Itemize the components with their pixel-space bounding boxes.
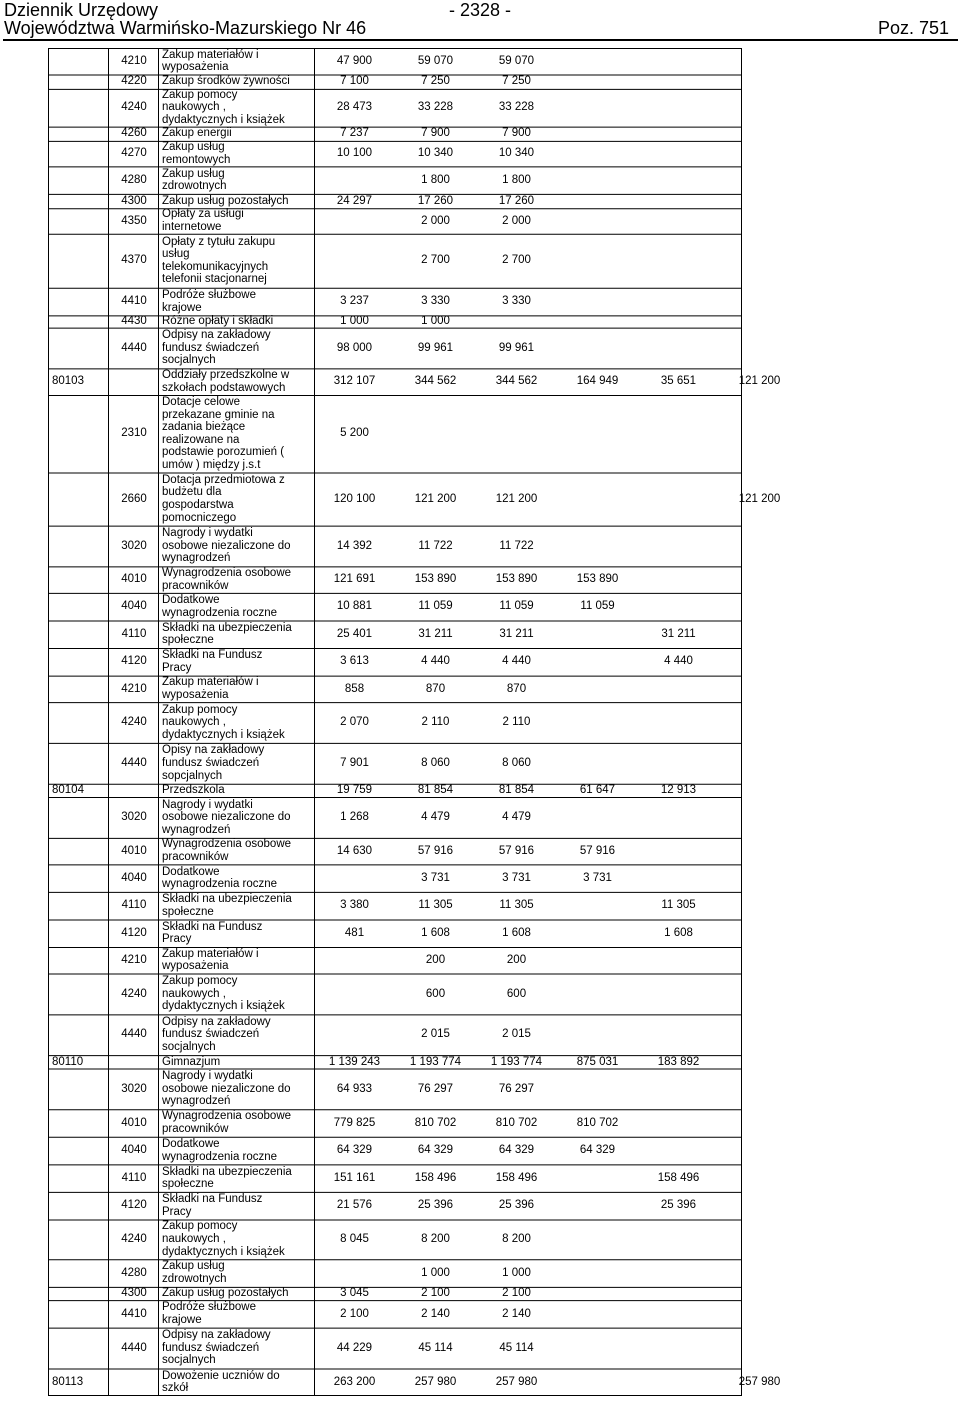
paragraf-cell: 4040	[121, 600, 147, 613]
amount-cell: 779 825	[333, 1116, 376, 1129]
amount-cell: 3 330	[502, 295, 531, 308]
amount-cell: 14 392	[336, 539, 373, 552]
amount-cell: 25 396	[417, 1199, 454, 1212]
paragraf-cell: 4210	[121, 54, 147, 67]
amount-cell: 57 916	[579, 844, 616, 857]
amount-cell: 257 980	[495, 1375, 538, 1388]
amount-cell: 121 691	[333, 573, 376, 586]
description-cell: Składki na ubezpieczenia społeczne	[162, 621, 292, 647]
amount-cell: 98 000	[336, 341, 373, 354]
description-cell: Zakup pomocy naukowych , dydaktycznych i książek	[162, 975, 285, 1013]
description-cell: Opisy na zakładowy fundusz świadczeń sopcjalnych	[162, 744, 265, 782]
description-cell: Opłaty z tytułu zakupu usług telekomunikacyjnych telefonii stacjonarnej	[162, 235, 276, 286]
position-number: Poz. 751	[878, 18, 950, 38]
amount-cell: 2 110	[502, 716, 531, 729]
paragraf-cell: 4040	[121, 871, 147, 884]
amount-cell: 19 759	[336, 784, 373, 797]
amount-cell: 7 237	[340, 127, 369, 140]
paragraf-cell: 2310	[121, 427, 147, 440]
amount-cell: 7 100	[340, 75, 369, 88]
amount-cell: 25 396	[498, 1199, 535, 1212]
paragraf-cell: 4350	[121, 214, 147, 227]
amount-cell: 4 440	[502, 655, 531, 668]
amount-cell: 2 015	[502, 1028, 531, 1041]
paragraf-cell: 4410	[121, 295, 147, 308]
amount-cell: 81 854	[417, 784, 454, 797]
amount-cell: 1 139 243	[328, 1055, 381, 1068]
description-cell: Zakup usług zdrowotnych	[162, 167, 227, 193]
description-cell: Składki na Fundusz Pracy	[162, 1193, 263, 1218]
paragraf-cell: 4270	[121, 147, 147, 160]
amount-cell: 263 200	[333, 1375, 376, 1388]
description-cell: Zakup usług pozostałych	[162, 1287, 289, 1300]
paragraf-cell: 4210	[121, 682, 147, 695]
amount-cell: 121 200	[738, 375, 781, 388]
description-cell: Zakup materiałów i wyposażenia	[162, 48, 259, 74]
amount-cell: 11 722	[499, 539, 534, 552]
amount-cell: 44 229	[336, 1341, 373, 1354]
description-cell: Dodatkowe wynagrodzenia roczne	[162, 594, 278, 619]
amount-cell: 1 608	[502, 926, 531, 939]
amount-cell: 11 059	[418, 600, 453, 613]
amount-cell: 4 440	[421, 655, 450, 668]
amount-cell: 64 329	[498, 1144, 535, 1157]
amount-cell: 3 380	[340, 899, 369, 912]
rozdzial-cell: 80113	[52, 1375, 84, 1388]
amount-cell: 57 916	[498, 844, 535, 857]
amount-cell: 25 396	[660, 1199, 697, 1212]
paragraf-cell: 4010	[121, 573, 147, 586]
paragraf-cell: 4010	[121, 1116, 147, 1129]
amount-cell: 1 268	[340, 811, 369, 824]
page-number: - 2328 -	[449, 0, 512, 20]
paragraf-cell: 4370	[121, 254, 147, 267]
amount-cell: 64 329	[336, 1144, 373, 1157]
amount-cell: 76 297	[417, 1082, 454, 1095]
amount-cell: 810 702	[414, 1116, 457, 1129]
amount-cell: 1 608	[421, 926, 450, 939]
amount-cell: 12 913	[660, 784, 697, 797]
amount-cell: 158 496	[414, 1171, 457, 1184]
amount-cell: 158 496	[495, 1171, 538, 1184]
paragraf-cell: 4120	[121, 1199, 147, 1212]
amount-cell: 31 211	[418, 627, 453, 640]
amount-cell: 121 200	[414, 492, 457, 505]
amount-cell: 121 200	[738, 492, 781, 505]
amount-cell: 164 949	[576, 375, 619, 388]
amount-cell: 1 608	[664, 926, 693, 939]
paragraf-cell: 4120	[121, 926, 147, 939]
amount-cell: 76 297	[498, 1082, 535, 1095]
description-cell: Składki na ubezpieczenia społeczne	[162, 893, 292, 918]
amount-cell: 2 140	[502, 1307, 531, 1320]
amount-cell: 153 890	[576, 573, 619, 586]
description-cell: Zakup usług pozostałych	[162, 194, 289, 207]
amount-cell: 2 100	[502, 1287, 531, 1300]
amount-cell: 33 228	[498, 101, 535, 114]
amount-cell: 1 193 774	[490, 1055, 543, 1068]
amount-cell: 1 000	[421, 315, 450, 328]
paragraf-cell: 2660	[121, 492, 147, 505]
journal-subtitle: Województwa Warmińsko-Mazurskiego Nr 46	[4, 18, 367, 38]
paragraf-cell: 4240	[121, 987, 147, 1000]
description-cell: Opłaty za usługi internetowe	[162, 208, 244, 233]
description-cell: Zakup materiałów i wyposażenia	[162, 676, 259, 701]
paragraf-cell: 4410	[121, 1307, 147, 1320]
amount-cell: 200	[425, 953, 446, 966]
description-cell: Nagrody i wydatki osobowe niezaliczone do wynagrodzeń	[162, 798, 291, 836]
amount-cell: 5 200	[340, 427, 369, 440]
amount-cell: 2 700	[421, 254, 450, 267]
paragraf-cell: 4440	[121, 1341, 147, 1354]
amount-cell: 8 200	[502, 1233, 531, 1246]
amount-cell: 1 800	[502, 173, 531, 186]
amount-cell: 33 228	[417, 101, 454, 114]
amount-cell: 11 305	[499, 899, 534, 912]
paragraf-cell: 4240	[121, 101, 147, 114]
amount-cell: 875 031	[576, 1055, 619, 1068]
amount-cell: 481	[344, 926, 365, 939]
amount-cell: 8 200	[421, 1233, 450, 1246]
amount-cell: 2 100	[340, 1307, 369, 1320]
paragraf-cell: 4010	[121, 844, 147, 857]
paragraf-cell: 3020	[121, 539, 147, 552]
amount-cell: 11 305	[661, 899, 696, 912]
amount-cell: 14 630	[336, 844, 373, 857]
description-cell: Zakup pomocy naukowych , dydaktycznych i książek	[162, 703, 285, 741]
paragraf-cell: 4280	[121, 1266, 147, 1279]
header-rule	[3, 39, 958, 41]
budget-table	[48, 48, 781, 1396]
amount-cell: 10 340	[498, 147, 535, 160]
paragraf-cell: 4240	[121, 1233, 147, 1246]
amount-cell: 3 237	[340, 295, 369, 308]
amount-cell: 64 329	[417, 1144, 454, 1157]
description-cell: Zakup środków żywności	[162, 75, 290, 88]
amount-cell: 64 933	[336, 1082, 373, 1095]
amount-cell: 2 070	[340, 716, 369, 729]
paragraf-cell: 4110	[121, 627, 147, 640]
paragraf-cell: 4240	[121, 716, 147, 729]
description-cell: Oddziały przedszkolne w szkołach podstawowych	[162, 369, 290, 394]
amount-cell: 1 000	[340, 315, 369, 328]
amount-cell: 10 100	[336, 147, 373, 160]
paragraf-cell: 4260	[121, 127, 147, 140]
description-cell: Zakup pomocy naukowych , dydaktycznych i książek	[162, 1220, 285, 1258]
description-cell: Wynagrodzenia osobowe pracowników	[162, 1110, 292, 1136]
amount-cell: 600	[425, 987, 446, 1000]
amount-cell: 4 440	[664, 655, 693, 668]
rozdzial-cell: 80110	[52, 1055, 84, 1068]
amount-cell: 17 260	[417, 194, 454, 207]
description-cell: Składki na ubezpieczenia społeczne	[162, 1165, 292, 1191]
rozdzial-cell: 80103	[52, 375, 84, 388]
amount-cell: 31 211	[499, 627, 534, 640]
amount-cell: 7 901	[340, 757, 369, 770]
amount-cell: 4 479	[502, 811, 531, 824]
amount-cell: 3 613	[340, 655, 369, 668]
description-cell: Różne opłaty i składki	[162, 315, 274, 328]
amount-cell: 99 961	[498, 341, 535, 354]
amount-cell: 344 562	[495, 375, 538, 388]
amount-cell: 810 702	[495, 1116, 538, 1129]
amount-cell: 99 961	[417, 341, 454, 354]
description-cell: Wynagrodzenia osobowe pracowników	[162, 838, 292, 864]
description-cell: Gimnazjum	[162, 1055, 221, 1068]
amount-cell: 10 881	[336, 600, 373, 613]
amount-cell: 25 401	[336, 627, 373, 640]
amount-cell: 59 070	[498, 54, 535, 67]
amount-cell: 8 060	[502, 757, 531, 770]
description-cell: Zakup materiałów i wyposażenia	[162, 947, 259, 973]
paragraf-cell: 4430	[121, 315, 147, 328]
description-cell: Odpisy na zakładowy fundusz świadczeń socjalnych	[162, 1329, 271, 1367]
amount-cell: 1 800	[421, 173, 450, 186]
amount-cell: 3 731	[583, 871, 612, 884]
amount-cell: 3 330	[421, 295, 450, 308]
paragraf-cell: 4120	[121, 655, 147, 668]
amount-cell: 1 193 774	[409, 1055, 462, 1068]
amount-cell: 600	[506, 987, 527, 1000]
description-cell: Nagrody i wydatki osobowe niezaliczone do wynagrodzeń	[162, 1069, 291, 1108]
amount-cell: 2 000	[502, 214, 531, 227]
description-cell: Składki na Fundusz Pracy	[162, 920, 263, 946]
amount-cell: 870	[425, 682, 446, 695]
rozdzial-cell: 80104	[52, 784, 84, 797]
amount-cell: 2 015	[421, 1028, 450, 1041]
amount-cell: 7 250	[502, 75, 531, 88]
amount-cell: 3 731	[421, 871, 450, 884]
amount-cell: 153 890	[495, 573, 538, 586]
amount-cell: 153 890	[414, 573, 457, 586]
amount-cell: 257 980	[414, 1375, 457, 1388]
paragraf-cell: 4110	[121, 1171, 147, 1184]
amount-cell: 121 200	[495, 492, 538, 505]
paragraf-cell: 4110	[121, 899, 147, 912]
description-cell: Odpisy na zakładowy fundusz świadczeń socjalnych	[162, 1015, 271, 1054]
description-cell: Zakup usług remontowych	[162, 141, 231, 166]
paragraf-cell: 4440	[121, 341, 147, 354]
amount-cell: 2 700	[502, 254, 531, 267]
amount-cell: 200	[506, 953, 527, 966]
amount-cell: 3 731	[502, 871, 531, 884]
amount-cell: 10 340	[417, 147, 454, 160]
amount-cell: 57 916	[417, 844, 454, 857]
amount-cell: 31 211	[661, 627, 696, 640]
amount-cell: 870	[506, 682, 527, 695]
amount-cell: 21 576	[336, 1199, 373, 1212]
amount-cell: 59 070	[417, 54, 454, 67]
paragraf-cell: 4280	[121, 173, 147, 186]
amount-cell: 2 000	[421, 214, 450, 227]
amount-cell: 11 059	[580, 600, 615, 613]
description-cell: Przedszkola	[162, 784, 225, 797]
amount-cell: 28 473	[336, 101, 373, 114]
paragraf-cell: 4300	[121, 1287, 147, 1300]
paragraf-cell: 4040	[121, 1144, 147, 1157]
description-cell: Dodatkowe wynagrodzenia roczne	[162, 1137, 278, 1163]
amount-cell: 7 250	[421, 75, 450, 88]
amount-cell: 8 045	[340, 1233, 369, 1246]
amount-cell: 257 980	[738, 1375, 781, 1388]
paragraf-cell: 3020	[121, 1082, 147, 1095]
description-cell: Nagrody i wydatki osobowe niezaliczone do wynagrodzeń	[162, 527, 291, 565]
description-cell: Zakup pomocy naukowych , dydaktycznych i książek	[162, 88, 285, 126]
amount-cell: 24 297	[336, 194, 373, 207]
amount-cell: 45 114	[418, 1341, 453, 1354]
amount-cell: 64 329	[579, 1144, 616, 1157]
description-cell: Zakup usług zdrowotnych	[162, 1260, 227, 1286]
amount-cell: 3 045	[340, 1287, 369, 1300]
amount-cell: 61 647	[579, 784, 616, 797]
amount-cell: 183 892	[657, 1055, 700, 1068]
amount-cell: 312 107	[333, 375, 376, 388]
paragraf-cell: 3020	[121, 811, 147, 824]
description-cell: Dowożenie uczniów do szkół	[162, 1369, 280, 1395]
amount-cell: 47 900	[336, 54, 373, 67]
description-cell: Zakup energii	[162, 127, 232, 140]
description-cell: Dodatkowe wynagrodzenia roczne	[162, 865, 278, 891]
paragraf-cell: 4440	[121, 1028, 147, 1041]
amount-cell: 7 900	[502, 127, 531, 140]
paragraf-cell: 4300	[121, 194, 147, 207]
description-cell: Wynagrodzenia osobowe pracowników	[162, 567, 292, 592]
description-cell: Dotacje celowe przekazane gminie na zadania bieżące realizowane na podstawie porozumień ( umów ) między j.s.t	[162, 395, 285, 471]
amount-cell: 81 854	[498, 784, 535, 797]
amount-cell: 158 496	[657, 1171, 700, 1184]
amount-cell: 1 000	[502, 1266, 531, 1279]
amount-cell: 1 000	[421, 1266, 450, 1279]
amount-cell: 45 114	[499, 1341, 534, 1354]
amount-cell: 11 059	[499, 600, 534, 613]
amount-cell: 344 562	[414, 375, 457, 388]
journal-title: Dziennik Urzędowy	[4, 0, 159, 20]
paragraf-cell: 4220	[121, 75, 147, 88]
amount-cell: 120 100	[333, 492, 376, 505]
amount-cell: 858	[344, 682, 365, 695]
amount-cell: 4 479	[421, 811, 450, 824]
amount-cell: 11 722	[418, 539, 453, 552]
amount-cell: 2 100	[421, 1287, 450, 1300]
amount-cell: 810 702	[576, 1116, 619, 1129]
amount-cell: 151 161	[333, 1171, 376, 1184]
amount-cell: 7 900	[421, 127, 450, 140]
amount-cell: 8 060	[421, 757, 450, 770]
description-cell: Podróże służbowe krajowe	[162, 288, 256, 314]
amount-cell: 35 651	[660, 375, 697, 388]
amount-cell: 2 140	[421, 1307, 450, 1320]
paragraf-cell: 4210	[121, 953, 147, 966]
description-cell: Dotacja przedmiotowa z budżetu dla gospodarstwa pomocniczego	[162, 473, 285, 524]
amount-cell: 17 260	[498, 194, 535, 207]
amount-cell: 2 110	[421, 716, 450, 729]
paragraf-cell: 4440	[121, 757, 147, 770]
description-cell: Podróże służbowe krajowe	[162, 1301, 256, 1326]
description-cell: Odpisy na zakładowy fundusz świadczeń socjalnych	[162, 329, 271, 367]
amount-cell: 11 305	[418, 899, 453, 912]
description-cell: Składki na Fundusz Pracy	[162, 649, 263, 674]
